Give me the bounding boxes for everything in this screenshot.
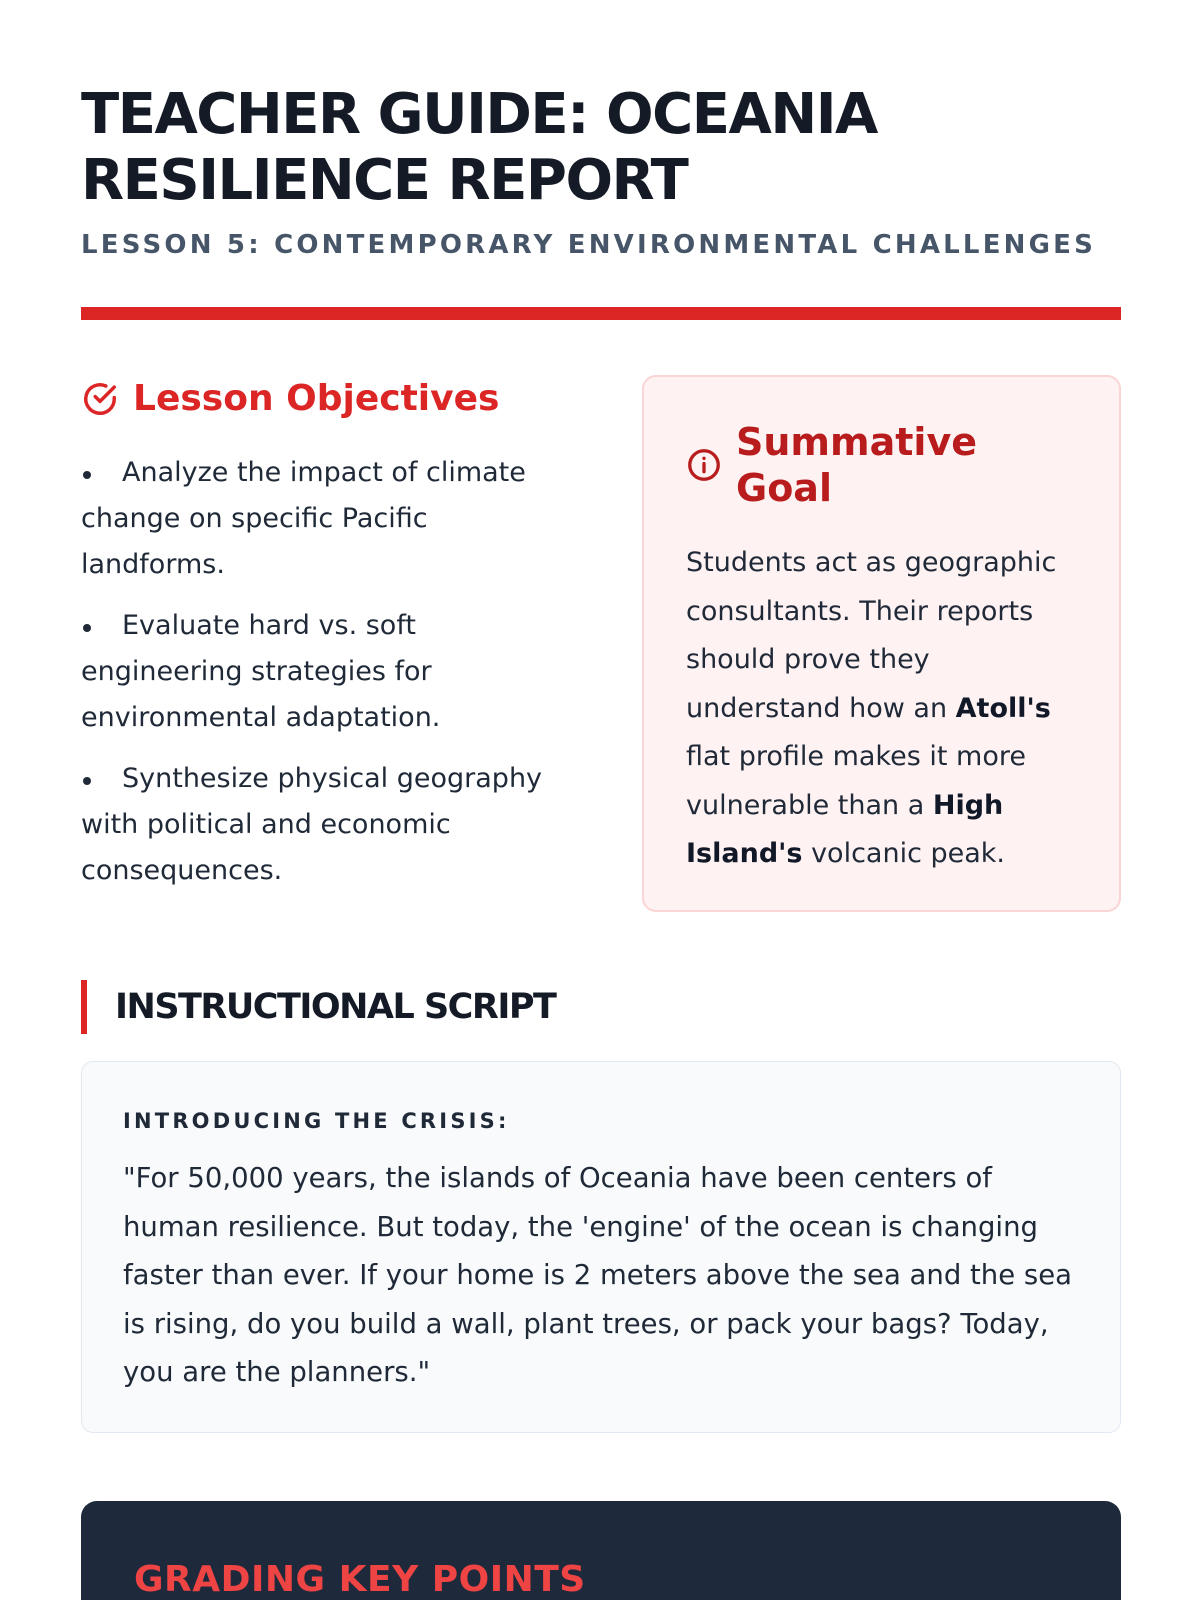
goal-term-atoll: Atoll's <box>955 692 1051 724</box>
list-item: Analyze the impact of climate change on specific Pacific landforms. <box>81 450 571 588</box>
script-quote: "For 50,000 years, the islands of Oceania have been centers of human resilience. But today, the 'engine' of the ocean is changing faster than ever. If your home is 2 meters above the sea and the sea is rising, do you build a wall, plant trees, or pack your bags? Today, you are the planners." <box>123 1162 1072 1388</box>
goal-text-part: flat profile makes it more vulnerable than a <box>686 741 1026 821</box>
page-title: TEACHER GUIDE: OCEANIA RESILIENCE REPORT <box>81 82 877 213</box>
script-box <box>81 1061 1121 1433</box>
instructional-script-heading: INSTRUCTIONAL SCRIPT <box>81 980 1121 1034</box>
objectives-heading <box>81 376 571 422</box>
list-item: Evaluate hard vs. soft engineering strategies for environmental adaptation. <box>81 603 571 741</box>
objectives-list <box>81 450 571 894</box>
info-circle-icon <box>686 447 722 483</box>
lesson-objectives-section <box>81 376 571 909</box>
goal-heading <box>686 419 1079 511</box>
script-label: INTRODUCING THE CRISIS: <box>123 1109 510 1133</box>
list-item: Synthesize physical geography with political and economic consequences. <box>81 756 571 894</box>
grading-key-panel <box>81 1501 1121 1600</box>
check-circle-icon <box>81 380 119 418</box>
goal-description <box>686 539 1079 879</box>
goal-heading-label: Summative Goal <box>736 420 977 510</box>
objectives-heading-label: Lesson Objectives <box>133 378 500 419</box>
summative-goal-card <box>642 375 1121 912</box>
grading-heading: GRADING KEY POINTS <box>134 1559 586 1600</box>
goal-text-part: volcanic peak. <box>802 838 1006 869</box>
page-subtitle: LESSON 5: CONTEMPORARY ENVIRONMENTAL CHALLENGES <box>81 230 1097 260</box>
header-divider <box>81 307 1121 320</box>
goal-term-high-island: High Island's <box>686 789 1004 869</box>
goal-text-part: Students act as geographic consultants. Their reports should prove they understand how an <box>686 547 1057 724</box>
